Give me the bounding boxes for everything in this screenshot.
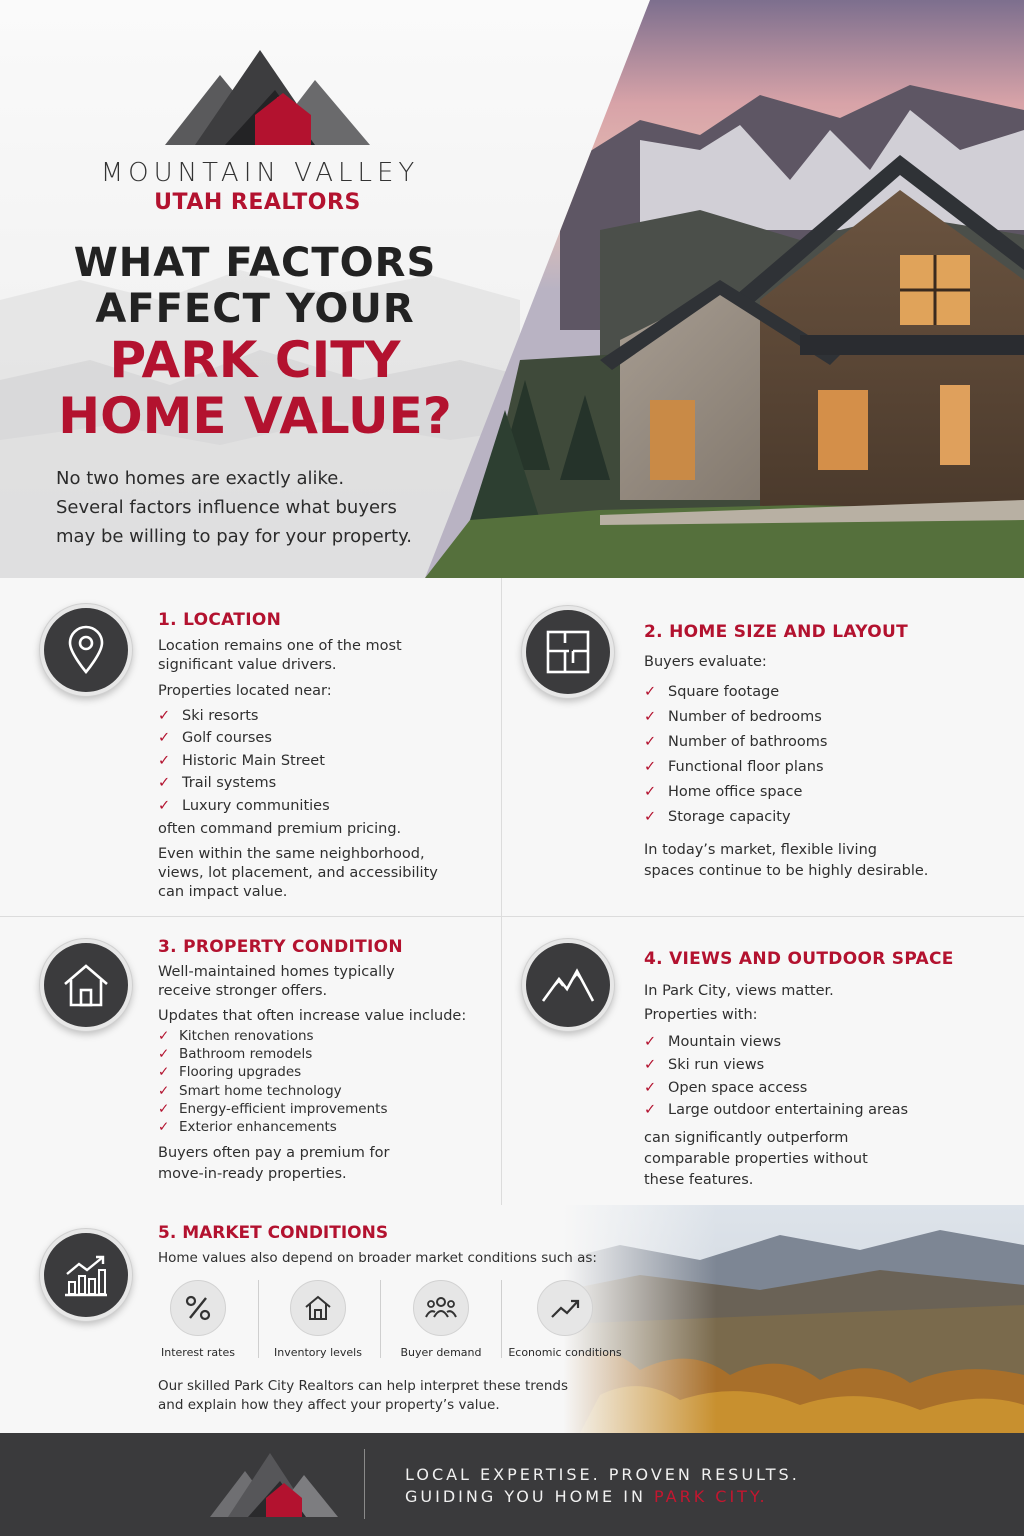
factor-text xyxy=(158,637,402,675)
brand-name: MOUNTAIN VALLEY xyxy=(100,158,420,188)
text-line: views, lot placement, and accessibility xyxy=(158,865,438,881)
hero-section xyxy=(0,0,1024,578)
footer xyxy=(0,1433,1024,1536)
footer-tagline xyxy=(405,1487,768,1506)
factor-title: 4. VIEWS AND OUTDOOR SPACE xyxy=(644,949,954,969)
text-line: Buyers often pay a premium for xyxy=(158,1145,390,1161)
list-item: ✓ Luxury communities xyxy=(158,795,330,817)
list-item: ✓ Storage capacity xyxy=(644,805,827,830)
people-icon xyxy=(413,1280,469,1336)
brand-subname: UTAH REALTORS xyxy=(154,190,361,215)
condition-label: Economic conditions xyxy=(508,1346,622,1359)
factor-text xyxy=(158,1143,389,1185)
page-title xyxy=(40,240,470,444)
checklist xyxy=(158,1027,388,1136)
headline-highlight: PARK CITY xyxy=(109,331,401,389)
grid-divider xyxy=(0,916,1024,917)
condition-economic-conditions xyxy=(505,1280,625,1359)
factor-text: often command premium pricing. xyxy=(158,821,402,837)
condition-interest-rates xyxy=(138,1280,258,1359)
list-item: ✓ Energy-efficient improvements xyxy=(158,1100,388,1118)
list-item: ✓ Large outdoor entertaining areas xyxy=(644,1099,908,1122)
text-line: comparable properties without xyxy=(644,1151,868,1167)
factor-card-condition xyxy=(0,917,501,1205)
condition-label: Inventory levels xyxy=(274,1346,362,1359)
mountain-icon xyxy=(522,939,614,1031)
text-line: move-in-ready properties. xyxy=(158,1166,347,1182)
condition-divider xyxy=(258,1280,259,1358)
footer-divider xyxy=(364,1449,365,1519)
factor-text xyxy=(644,840,928,882)
intro-line: No two homes are exactly alike. xyxy=(56,468,345,489)
hero-intro xyxy=(56,464,436,551)
headline-highlight: HOME VALUE? xyxy=(58,387,452,445)
checklist xyxy=(644,680,827,830)
factor-text: Properties located near: xyxy=(158,683,332,699)
condition-divider xyxy=(501,1280,502,1358)
market-intro: Home values also depend on broader market conditions such as: xyxy=(158,1250,597,1266)
list-item: ✓ Ski run views xyxy=(644,1054,908,1077)
text-line: receive stronger offers. xyxy=(158,983,328,999)
trend-up-icon xyxy=(537,1280,593,1336)
list-item: ✓ Golf courses xyxy=(158,727,330,749)
percent-icon xyxy=(170,1280,226,1336)
list-item: ✓ Kitchen renovations xyxy=(158,1027,388,1045)
factor-title: 3. PROPERTY CONDITION xyxy=(158,937,403,957)
text-line: can significantly outperform xyxy=(644,1130,849,1146)
market-conditions-section xyxy=(0,1205,1024,1433)
factor-text: In Park City, views matter. xyxy=(644,983,834,999)
list-item: ✓ Functional floor plans xyxy=(644,755,827,780)
location-pin-icon xyxy=(40,604,132,696)
factor-card-location xyxy=(0,578,501,916)
factor-title: 1. LOCATION xyxy=(158,610,282,630)
factor-text xyxy=(644,1128,868,1191)
condition-label: Interest rates xyxy=(161,1346,235,1359)
text-line: can impact value. xyxy=(158,884,288,900)
text-line: Our skilled Park City Realtors can help interpret these trends xyxy=(158,1378,569,1394)
factor-text: Updates that often increase value include: xyxy=(158,1008,467,1024)
text-line: spaces continue to be highly desirable. xyxy=(644,863,929,879)
tagline-text: GUIDING YOU HOME IN xyxy=(405,1487,655,1506)
list-item: ✓ Open space access xyxy=(644,1077,908,1100)
list-item: ✓ Mountain views xyxy=(644,1031,908,1054)
condition-inventory-levels xyxy=(258,1280,378,1359)
text-line: Location remains one of the most xyxy=(158,638,402,654)
text-line: In today’s market, flexible living xyxy=(644,842,877,858)
house-outline-icon xyxy=(290,1280,346,1336)
factor-title: 2. HOME SIZE AND LAYOUT xyxy=(644,622,908,642)
footer-tagline: LOCAL EXPERTISE. PROVEN RESULTS. xyxy=(405,1465,800,1484)
checklist xyxy=(158,705,330,817)
text-line: Even within the same neighborhood, xyxy=(158,846,425,862)
list-item: ✓ Ski resorts xyxy=(158,705,330,727)
mountain-house-logo xyxy=(165,45,370,147)
list-item: ✓ Flooring upgrades xyxy=(158,1063,388,1081)
list-item: ✓ Bathroom remodels xyxy=(158,1045,388,1063)
list-item: ✓ Home office space xyxy=(644,780,827,805)
factor-title: 5. MARKET CONDITIONS xyxy=(158,1223,389,1243)
intro-line: may be willing to pay for your property. xyxy=(56,526,412,547)
headline-line: WHAT FACTORS xyxy=(73,240,437,286)
text-line: these features. xyxy=(644,1172,754,1188)
intro-line: Several factors influence what buyers xyxy=(56,497,397,518)
tagline-highlight: . xyxy=(759,1487,768,1506)
list-item: ✓ Trail systems xyxy=(158,772,330,794)
factor-card-views xyxy=(502,917,1024,1205)
list-item: ✓ Number of bedrooms xyxy=(644,705,827,730)
factor-text xyxy=(158,963,395,1001)
list-item: ✓ Number of bathrooms xyxy=(644,730,827,755)
text-line: Well-maintained homes typically xyxy=(158,964,395,980)
tagline-highlight: PARK CITY xyxy=(654,1487,760,1506)
market-outro xyxy=(158,1377,568,1415)
list-item: ✓ Exterior enhancements xyxy=(158,1118,388,1136)
list-item: ✓ Historic Main Street xyxy=(158,750,330,772)
house-icon xyxy=(40,939,132,1031)
footer-logo xyxy=(210,1449,338,1519)
factor-card-size xyxy=(502,578,1024,916)
list-item: ✓ Smart home technology xyxy=(158,1082,388,1100)
text-line: significant value drivers. xyxy=(158,657,337,673)
checklist xyxy=(644,1031,908,1122)
grid-divider xyxy=(501,578,502,1205)
condition-divider xyxy=(380,1280,381,1358)
floor-plan-icon xyxy=(522,606,614,698)
factor-text: Properties with: xyxy=(644,1007,758,1023)
factor-text: Buyers evaluate: xyxy=(644,654,767,670)
headline-line: AFFECT YOUR xyxy=(95,286,415,332)
growth-chart-icon xyxy=(40,1229,132,1321)
list-item: ✓ Square footage xyxy=(644,680,827,705)
condition-buyer-demand xyxy=(381,1280,501,1359)
factor-text xyxy=(158,845,438,902)
condition-label: Buyer demand xyxy=(400,1346,482,1359)
text-line: and explain how they affect your property’s value. xyxy=(158,1397,500,1413)
